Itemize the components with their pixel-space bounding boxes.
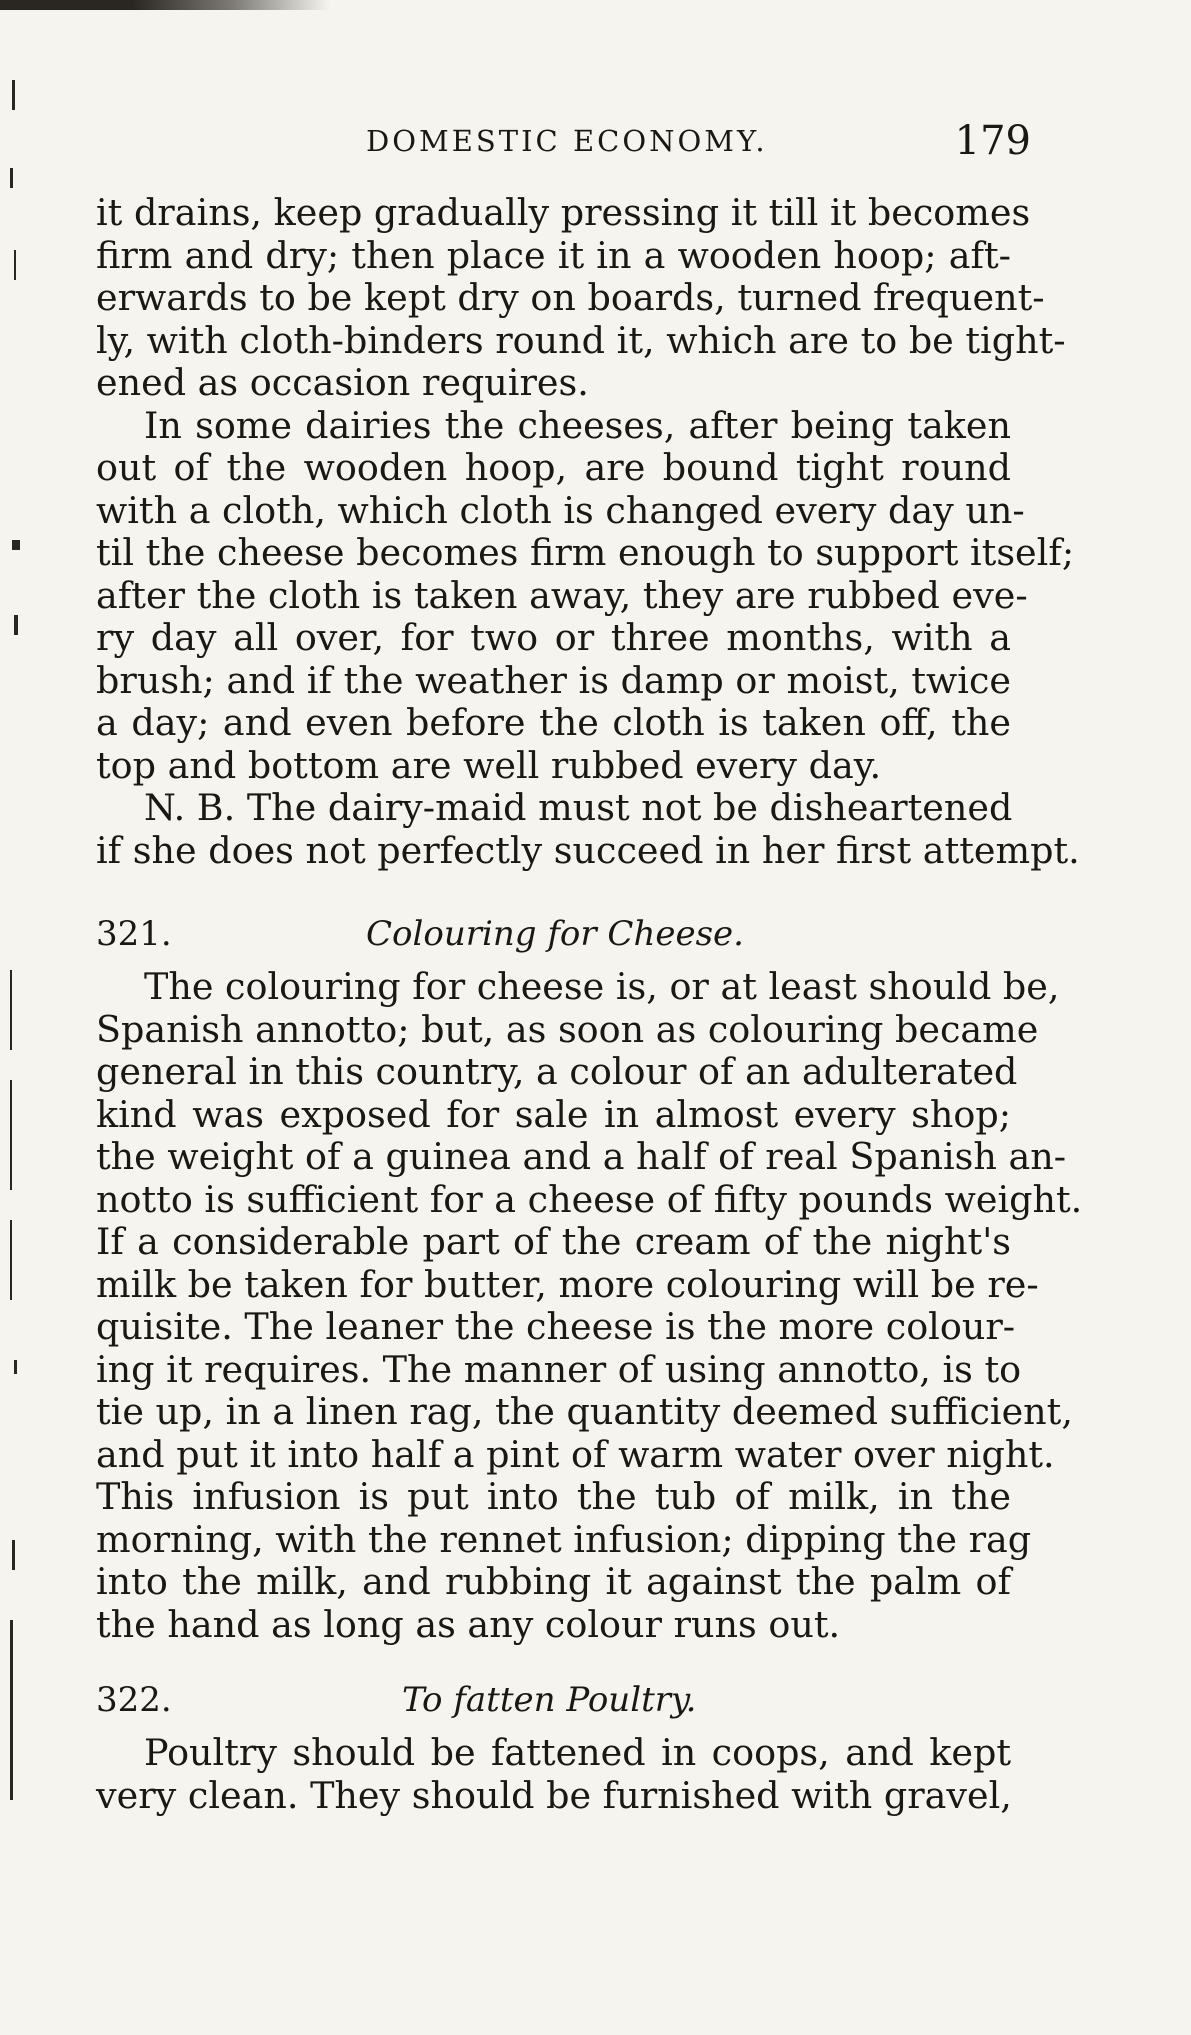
body-text-top <box>96 191 1080 872</box>
section-body <box>96 965 1083 1646</box>
text-line: very clean. They should be furnished with gravel, <box>96 1773 1012 1817</box>
text-line: tie up, in a linen rag, the quantity deemed sufficient, <box>96 1390 1073 1433</box>
paragraph <box>96 403 1075 788</box>
text-line: Poultry should be fattened in coops, and kept <box>144 1731 1011 1774</box>
text-line: This infusion is put into the tub of milk, in the <box>96 1475 1011 1518</box>
margin-mark <box>12 1540 15 1570</box>
paragraph <box>96 965 1083 1646</box>
text-line: general in this country, a colour of an adulterated <box>96 1050 1018 1093</box>
page-header <box>96 118 1031 168</box>
section-number: 321. <box>96 914 172 954</box>
text-line: milk be taken for butter, more colouring will be re- <box>96 1262 1039 1306</box>
text-line: N. B. The dairy-maid must not be disheartened <box>144 786 1013 829</box>
text-line: and put it into half a pint of warm water over night. <box>96 1432 1055 1476</box>
paragraph <box>96 1732 1011 1817</box>
page-number: 179 <box>954 118 1031 164</box>
text-line: firm and dry; then place it in a wooden hoop; aft- <box>96 233 1011 277</box>
margin-mark <box>14 615 18 635</box>
text-line: the hand as long as any colour runs out. <box>96 1602 841 1646</box>
text-line: Spanish annotto; but, as soon as colouring became <box>96 1007 1039 1051</box>
margin-mark <box>10 970 12 1050</box>
paragraph <box>96 786 1080 872</box>
text-line: morning, with the rennet infusion; dipping the rag <box>96 1517 1032 1561</box>
text-line: if she does not perfectly succeed in her first attempt. <box>96 828 1080 872</box>
section-title: Colouring for Cheese. <box>366 914 744 954</box>
text-line: it drains, keep gradually pressing it till it becomes <box>96 191 1031 234</box>
margin-mark <box>10 1620 13 1800</box>
text-line: top and bottom are well rubbed every day. <box>96 743 882 787</box>
text-line: brush; and if the weather is damp or moist, twice <box>96 658 1011 702</box>
text-line: with a cloth, which cloth is changed every day un- <box>96 488 1025 532</box>
text-line: ly, with cloth-binders round it, which are to be tight- <box>96 318 1066 362</box>
section-heading <box>96 1680 1011 1730</box>
text-line: quisite. The leaner the cheese is the more colour- <box>96 1305 1016 1348</box>
margin-mark <box>12 80 15 110</box>
section-heading <box>96 914 1011 964</box>
text-line: into the milk, and rubbing it against the palm of <box>96 1560 1011 1603</box>
text-line: ing it requires. The manner of using annotto, is to <box>96 1347 1022 1391</box>
margin-mark <box>10 1080 12 1190</box>
margin-mark <box>14 1360 17 1374</box>
text-line: til the cheese becomes firm enough to support itself; <box>96 531 1075 574</box>
text-line: ry day all over, for two or three months, with a <box>96 616 1011 659</box>
text-line: erwards to be kept dry on boards, turned frequent- <box>96 276 1045 319</box>
section-body <box>96 1732 1011 1817</box>
margin-mark <box>12 540 20 550</box>
text-line: out of the wooden hoop, are bound tight round <box>96 446 1011 489</box>
text-line: after the cloth is taken away, they are rubbed eve- <box>96 573 1028 617</box>
top-edge-smudge <box>0 0 330 10</box>
text-line: the weight of a guinea and a half of real Spanish an- <box>96 1135 1067 1178</box>
text-line: In some dairies the cheeses, after being taken <box>144 403 1011 447</box>
margin-mark <box>14 250 16 280</box>
text-line: If a considerable part of the cream of the night's <box>96 1220 1011 1263</box>
margin-mark <box>10 1220 12 1300</box>
text-line: a day; and even before the cloth is taken off, the <box>96 701 1011 744</box>
text-line: notto is sufficient for a cheese of fifty pounds weight. <box>96 1177 1083 1221</box>
text-line: The colouring for cheese is, or at least should be, <box>144 965 1060 1008</box>
margin-mark <box>10 168 13 188</box>
section-title: To fatten Poultry. <box>402 1680 697 1720</box>
section-number: 322. <box>96 1680 172 1720</box>
text-line: kind was exposed for sale in almost every shop; <box>96 1092 1011 1136</box>
running-head: DOMESTIC ECONOMY. <box>366 124 768 158</box>
paragraph <box>96 191 1066 405</box>
text-line: ened as occasion requires. <box>96 361 589 404</box>
